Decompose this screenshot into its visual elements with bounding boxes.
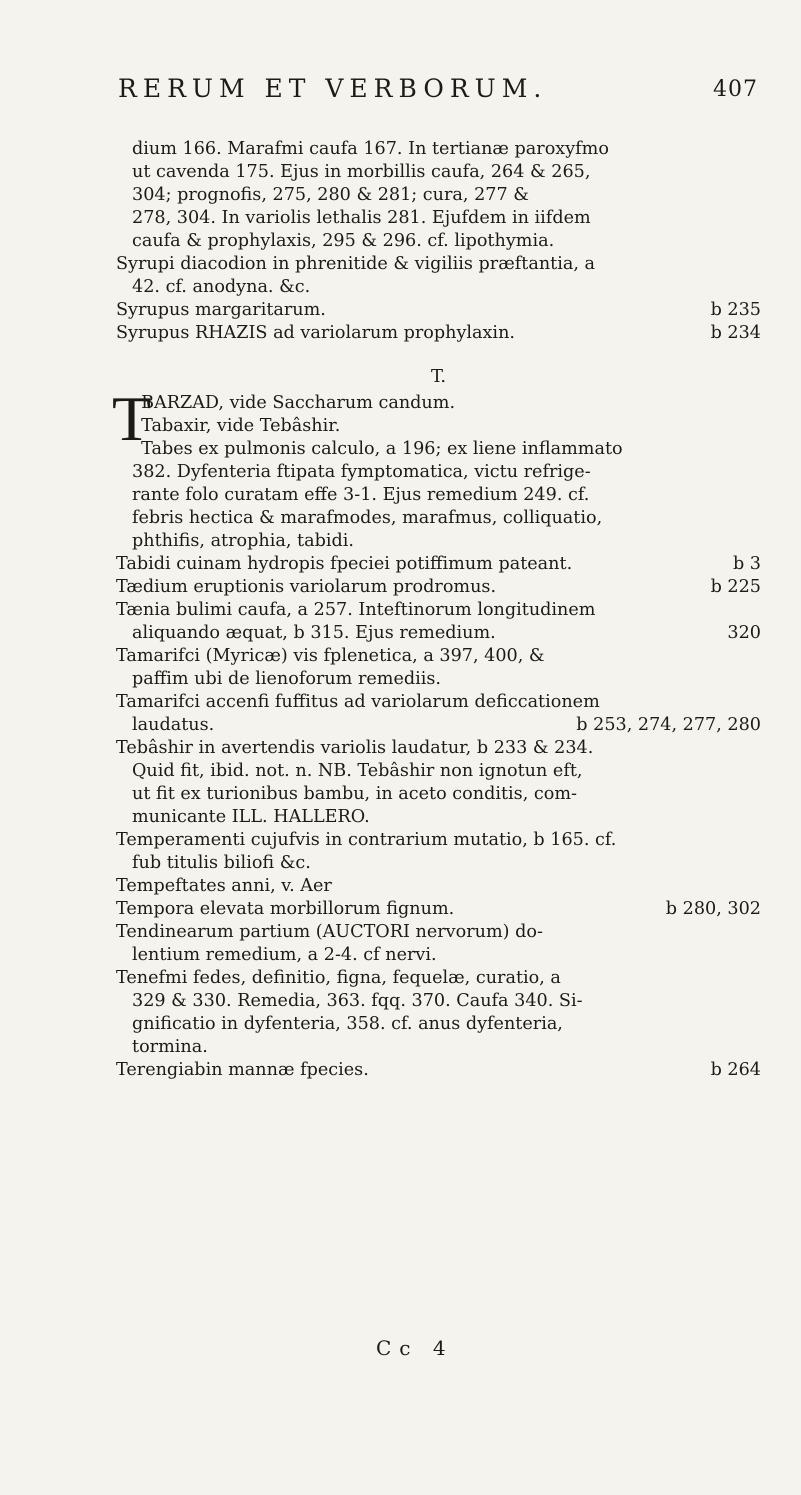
index-line: dium 166. Marafmi caufa 167. In tertianæ paroxyfmo — [132, 139, 609, 159]
index-line: caufa & prophylaxis, 295 & 296. cf. lipothymia. — [132, 231, 555, 251]
index-line: fub titulis biliofi &c. — [132, 853, 311, 873]
index-line: Syrupus RHAZIS ad variolarum prophylaxin. — [116, 323, 515, 343]
index-entry — [116, 576, 761, 599]
index-line: Tempeftates anni, v. Aer — [116, 876, 332, 896]
running-header — [118, 74, 758, 103]
page-ref: b 280, 302 — [665, 899, 761, 919]
index-entry — [116, 622, 761, 645]
index-line: Syrupus margaritarum. — [116, 300, 326, 320]
index-line: laudatus. — [132, 715, 215, 735]
index-line: Tabaxir, vide Tebâshir. — [141, 416, 341, 436]
index-line: Tabidi cuinam hydropis fpeciei potiffimum pateant. — [116, 554, 573, 574]
index-line: tormina. — [132, 1037, 208, 1057]
index-line: Tænia bulimi caufa, a 257. Inteftinorum longitudinem — [116, 600, 596, 620]
index-line: ut fit ex turionibus bambu, in aceto conditis, com- — [132, 784, 577, 804]
index-line: 329 & 330. Remedia, 363. fqq. 370. Caufa 340. Si- — [132, 991, 583, 1011]
index-line: Quid fit, ibid. not. n. NB. Tebâshir non ignotun eft, — [132, 761, 583, 781]
index-line: Tabes ex pulmonis calculo, a 196; ex liene inflammato — [141, 439, 623, 459]
index-line: Tædium eruptionis variolarum prodromus. — [116, 577, 497, 597]
index-line: lentium remedium, a 2-4. cf nervi. — [132, 945, 437, 965]
index-line: Terengiabin mannæ fpecies. — [116, 1060, 369, 1080]
index-line: Temperamenti cujufvis in contrarium mutatio, b 165. cf. — [116, 830, 617, 850]
drop-cap: T — [112, 383, 152, 454]
index-line: municante ILL. HALLERO. — [132, 807, 370, 827]
signature-mark: Cc 4 — [376, 1336, 454, 1360]
index-line: BARZAD, vide Saccharum candum. — [141, 393, 456, 413]
index-entry — [116, 714, 761, 737]
index-line: 278, 304. In variolis lethalis 281. Ejufdem in iifdem — [132, 208, 591, 228]
index-line: rante folo curatam effe 3-1. Ejus remedium 249. cf. — [132, 485, 590, 505]
page-ref: b 3 — [732, 554, 761, 574]
index-entry — [116, 1059, 761, 1082]
index-entry — [116, 898, 761, 921]
index-entry — [116, 299, 761, 322]
index-line: paffim ubi de lienoforum remediis. — [132, 669, 441, 689]
index-line: Tendinearum partium (AUCTORI nervorum) do- — [116, 922, 543, 942]
running-title: RERUM ET VERBORUM. — [118, 74, 548, 103]
index-line: 42. cf. anodyna. &c. — [132, 277, 311, 297]
page-ref: b 253, 274, 277, 280 — [576, 715, 761, 735]
index-line: Tamarifci accenfi fuffitus ad variolarum deficcationem — [116, 692, 600, 712]
index-line: Tempora elevata morbillorum fignum. — [116, 899, 455, 919]
index-line: Tenefmi fedes, definitio, figna, fequelæ, curatio, a — [116, 968, 561, 988]
index-line: gnificatio in dyfenteria, 358. cf. anus dyfenteria, — [132, 1014, 563, 1034]
page-number: 407 — [713, 77, 758, 102]
page-ref: b 235 — [710, 300, 761, 320]
page-ref: b 264 — [710, 1060, 761, 1080]
index-line: 382. Dyfenteria ftipata fymptomatica, victu refrige- — [132, 462, 591, 482]
page-ref: 320 — [727, 623, 761, 643]
index-line: febris hectica & marafmodes, marafmus, colliquatio, — [132, 508, 603, 528]
page-ref: b 234 — [710, 323, 761, 343]
index-line: Syrupi diacodion in phrenitide & vigiliis præftantia, a — [116, 254, 596, 274]
section-letter: T. — [430, 366, 447, 387]
index-line: phthifis, atrophia, tabidi. — [132, 531, 354, 551]
index-entry — [116, 553, 761, 576]
index-line: Tebâshir in avertendis variolis laudatur, b 233 & 234. — [116, 738, 594, 758]
page-ref: b 225 — [710, 577, 761, 597]
index-line: ut cavenda 175. Ejus in morbillis caufa, 264 & 265, — [132, 162, 591, 182]
index-line: aliquando æquat, b 315. Ejus remedium. — [132, 623, 496, 643]
index-entry — [116, 322, 761, 345]
index-body — [112, 138, 761, 1082]
index-line: 304; prognofis, 275, 280 & 281; cura, 277 & — [132, 185, 529, 205]
index-line: Tamarifci (Myricæ) vis fplenetica, a 397, 400, & — [116, 646, 545, 666]
